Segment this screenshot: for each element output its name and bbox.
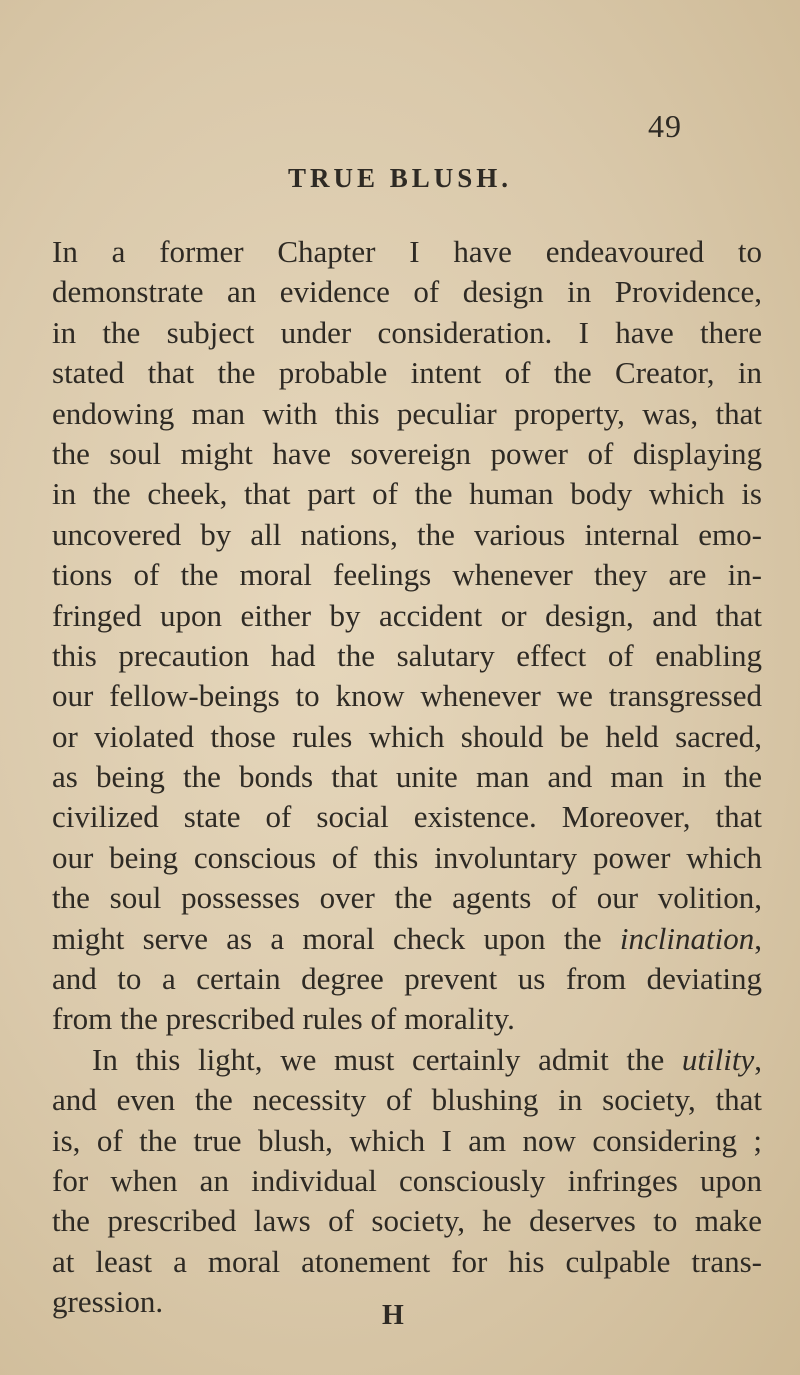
text-line: our fellow-beings to know whenever we transgressed bbox=[52, 678, 762, 714]
text-line: as being the bonds that unite man and man in the bbox=[52, 759, 762, 795]
text-line: this precaution had the salutary effect of enabling bbox=[52, 637, 762, 673]
text-line: the soul possesses over the agents of our volition, bbox=[52, 880, 762, 916]
text-line: or violated those rules which should be held sacred, bbox=[52, 718, 762, 754]
text-line: and to a certain degree prevent us from deviating bbox=[52, 961, 762, 997]
text-line: demonstrate an evidence of design in Providence, bbox=[52, 274, 762, 310]
text-line: in the subject under consideration. I have there bbox=[52, 314, 762, 350]
text-line: from the prescribed rules of morality. bbox=[52, 1001, 515, 1037]
text-line: civilized state of social existence. Moreover, that bbox=[52, 799, 762, 835]
text-line: tions of the moral feelings whenever they are in- bbox=[52, 557, 762, 593]
body-text bbox=[52, 232, 762, 1323]
text-line: uncovered by all nations, the various internal emo- bbox=[52, 516, 762, 552]
italic-emphasis: inclination bbox=[619, 920, 755, 956]
text-line: the prescribed laws of society, he deserves to make bbox=[52, 1203, 762, 1239]
page-number: 49 bbox=[648, 108, 682, 144]
italic-emphasis: utility bbox=[681, 1041, 755, 1077]
text-line: In a former Chapter I have endeavoured to bbox=[52, 234, 762, 269]
text-line: endowing man with this peculiar property, was, that bbox=[52, 395, 762, 431]
text-line: for when an individual consciously infringes upon bbox=[52, 1162, 762, 1198]
text-line: In this light, we must certainly admit the utility, bbox=[92, 1041, 762, 1077]
text-line: stated that the probable intent of the Creator, in bbox=[52, 355, 762, 391]
paragraph bbox=[52, 1040, 762, 1323]
text-line: the soul might have sovereign power of displaying bbox=[52, 435, 762, 471]
text-line: in the cheek, that part of the human body which is bbox=[52, 476, 762, 512]
paragraph bbox=[52, 232, 762, 1040]
text-line: at least a moral atonement for his culpable trans- bbox=[52, 1243, 762, 1279]
text-line: fringed upon either by accident or design, and that bbox=[52, 597, 762, 633]
text-line: gression. bbox=[52, 1284, 164, 1320]
signature-mark: H bbox=[382, 1300, 404, 1331]
running-head: TRUE BLUSH. bbox=[287, 163, 513, 193]
text-line: and even the necessity of blushing in society, that bbox=[52, 1082, 762, 1118]
text-line: might serve as a moral check upon the inclination, bbox=[52, 920, 762, 956]
text-line: is, of the true blush, which I am now considering ; bbox=[52, 1122, 762, 1158]
text-line: our being conscious of this involuntary power which bbox=[52, 839, 762, 875]
